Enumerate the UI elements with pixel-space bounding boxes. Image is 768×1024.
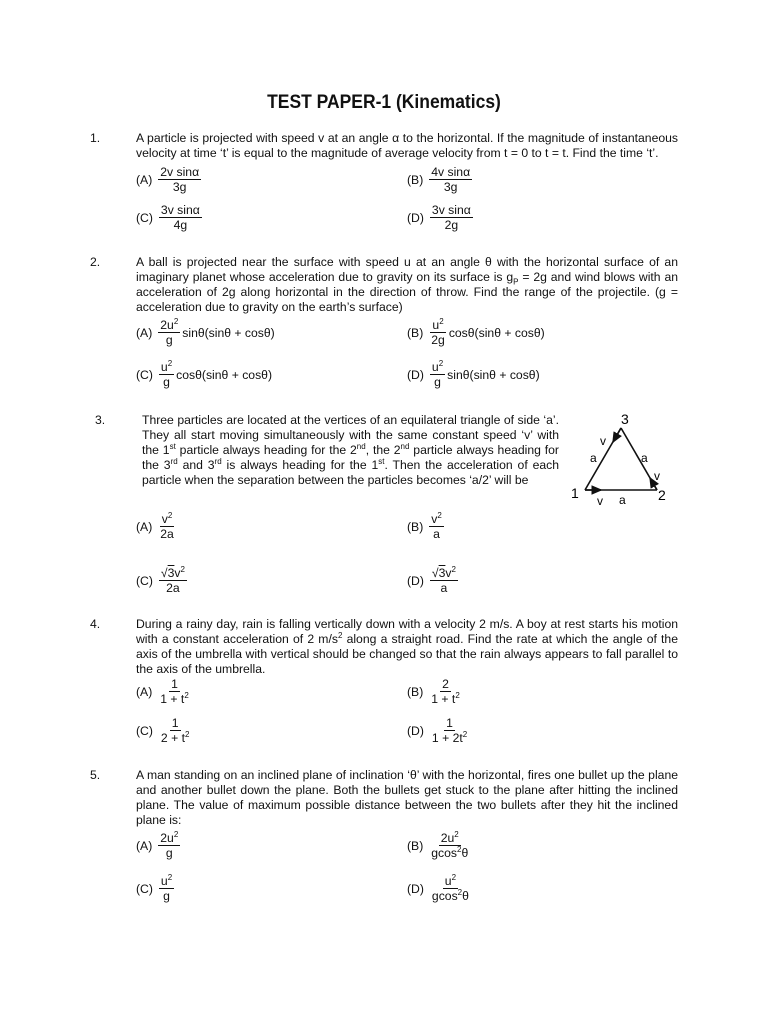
option-c bbox=[136, 566, 187, 595]
denominator: 4g bbox=[173, 218, 188, 232]
option-label: (C) bbox=[136, 367, 153, 382]
expression-tail: sinθ(sinθ + cosθ) bbox=[182, 325, 275, 340]
question-text: A particle is projected with speed v at an angle α to the horizontal. If the magnitude of instantaneous velocity at time ‘t’ is equal to the magnitude of average velocity from t = 0 to t = t. Find the time ‘t’. bbox=[136, 131, 678, 160]
option-label: (A) bbox=[136, 172, 153, 187]
option-label: (D) bbox=[407, 881, 424, 896]
den-base: 1 + t bbox=[160, 692, 185, 706]
numerator bbox=[443, 874, 458, 889]
numerator bbox=[159, 874, 174, 889]
superscript: 2 bbox=[337, 630, 343, 640]
numerator: 1 bbox=[171, 716, 179, 730]
option-label: (B) bbox=[407, 325, 424, 340]
option-label: (A) bbox=[136, 325, 153, 340]
numerator bbox=[160, 512, 175, 527]
text-part: During a rainy day, rain is falling vertically down with a velocity 2 m/s. A boy at rest starts his motion with a constant acceleration of 2 m/s bbox=[136, 617, 678, 646]
fraction bbox=[158, 512, 176, 541]
option-label: (B) bbox=[407, 519, 424, 534]
numerator bbox=[439, 831, 461, 846]
option-d bbox=[407, 360, 540, 389]
denominator: g bbox=[163, 889, 170, 903]
option-d bbox=[407, 203, 473, 232]
text-part: Three particles are located at the vertices of an equilateral triangle of side ‘a’. They all start moving simultaneously with the same constant speed ‘v’ with the 1 bbox=[142, 413, 559, 457]
numerator: $√3v^2$ bbox=[431, 564, 456, 580]
option-label: (D) bbox=[407, 723, 424, 738]
num-exp: 2 bbox=[451, 564, 456, 574]
option-label: (D) bbox=[407, 210, 424, 225]
num-base: 2u bbox=[440, 831, 455, 845]
denominator: a bbox=[440, 581, 448, 595]
fraction bbox=[430, 360, 445, 389]
expression-tail: cosθ(sinθ + cosθ) bbox=[448, 325, 545, 340]
velocity-label-2: v bbox=[654, 469, 660, 483]
numerator: 1 bbox=[446, 716, 453, 730]
side-label-bottom: a bbox=[619, 493, 626, 507]
question-text: A man standing on an inclined plane of inclination ‘θ’ with the horizontal, fires one bullet up the plane and another bullet down the plane. Both the bullets get stuck to the plane after hitting the inclined plane. The value of maximum possible distance between the two bullets after they hit the inclined plane is: bbox=[136, 768, 678, 827]
numerator: 3v sinα bbox=[160, 203, 200, 217]
velocity-label-3: v bbox=[600, 434, 606, 448]
question-number: 5. bbox=[90, 768, 101, 782]
numerator: $√3v^2$ bbox=[160, 564, 185, 580]
superscript: rd bbox=[214, 456, 222, 466]
numerator bbox=[158, 318, 180, 333]
option-label: (C) bbox=[136, 210, 153, 225]
denominator: g bbox=[434, 375, 441, 389]
option-label: (B) bbox=[407, 684, 424, 699]
fraction bbox=[159, 716, 192, 745]
option-label: (C) bbox=[136, 723, 153, 738]
num-base: 2u bbox=[160, 318, 174, 332]
option-label: (B) bbox=[407, 172, 424, 187]
den-tail: θ bbox=[461, 846, 469, 860]
denominator: g bbox=[165, 333, 173, 347]
denominator bbox=[430, 889, 471, 903]
den-base: 2 + t bbox=[160, 731, 185, 745]
fraction bbox=[430, 716, 469, 745]
option-b bbox=[407, 831, 470, 860]
option-a bbox=[136, 165, 201, 194]
num-base: u bbox=[431, 360, 439, 374]
denominator bbox=[429, 846, 470, 860]
numerator bbox=[430, 318, 445, 333]
num-base: u bbox=[432, 318, 440, 332]
text-part: and 3 bbox=[177, 458, 215, 472]
num-base: u bbox=[160, 360, 168, 374]
num-exp: 2 bbox=[439, 316, 444, 326]
question-number: 1. bbox=[90, 131, 101, 145]
fraction bbox=[429, 677, 462, 706]
denominator bbox=[430, 731, 469, 745]
vertex-label-2: 2 bbox=[658, 487, 666, 503]
fraction bbox=[430, 566, 458, 595]
den-exp: 2 bbox=[457, 844, 462, 854]
option-b bbox=[407, 512, 444, 541]
fraction bbox=[159, 360, 174, 389]
num-exp: 2 bbox=[167, 510, 173, 520]
num-base: u bbox=[444, 874, 452, 888]
fraction bbox=[158, 165, 201, 194]
text-part: particle always heading for the 3 bbox=[142, 443, 559, 472]
option-d bbox=[407, 874, 471, 903]
numerator: 1 bbox=[171, 677, 178, 691]
fraction bbox=[429, 831, 470, 860]
text-part: is always heading for the 1 bbox=[221, 458, 379, 472]
den-base: gcos bbox=[431, 846, 457, 860]
option-b bbox=[407, 318, 545, 347]
text-part: . Then the acceleration of each particle when the separation between the particles becomes ‘a/2’ will be bbox=[142, 458, 559, 487]
denominator: g bbox=[163, 375, 170, 389]
num-base: u bbox=[160, 874, 168, 888]
question-text bbox=[142, 413, 559, 488]
option-label: (C) bbox=[136, 881, 153, 896]
num-base: v bbox=[431, 512, 438, 526]
option-label: (A) bbox=[136, 838, 153, 853]
triangle-diagram bbox=[565, 408, 675, 508]
numerator: 2 bbox=[442, 677, 449, 691]
option-b bbox=[407, 677, 462, 706]
velocity-label-1: v bbox=[597, 494, 603, 508]
num-exp: 2 bbox=[437, 510, 442, 520]
num-exp: 2 bbox=[173, 829, 179, 839]
num-exp: 2 bbox=[180, 564, 185, 574]
num-exp: 2 bbox=[451, 872, 457, 882]
text-part: , the 2 bbox=[365, 443, 401, 457]
denominator: 2a bbox=[160, 527, 174, 541]
num-exp: 2 bbox=[438, 358, 444, 368]
den-exp: 2 bbox=[184, 690, 189, 700]
text-part: A ball is projected near the surface with speed u at an angle θ with the horizontal surface of an imaginary planet whose acceleration due to gravity on its surface is g bbox=[136, 255, 678, 284]
denominator: 3g bbox=[172, 180, 187, 194]
num-base: 2u bbox=[160, 831, 174, 845]
option-label: (D) bbox=[407, 367, 424, 382]
denominator: 2a bbox=[166, 581, 180, 595]
vertex-label-3: 3 bbox=[621, 411, 629, 427]
superscript: nd bbox=[356, 441, 366, 451]
superscript: st bbox=[169, 441, 176, 451]
expression-tail: sinθ(sinθ + cosθ) bbox=[447, 367, 540, 382]
fraction bbox=[158, 318, 180, 347]
fraction bbox=[159, 203, 202, 232]
num-base: v bbox=[161, 512, 168, 526]
side-label-right: a bbox=[641, 451, 648, 465]
fraction bbox=[429, 165, 472, 194]
den-exp: 2 bbox=[457, 887, 463, 897]
denominator: 2g bbox=[444, 218, 459, 232]
option-c bbox=[136, 203, 202, 232]
option-a bbox=[136, 831, 180, 860]
page-title: TEST PAPER-1 (Kinematics) bbox=[267, 92, 501, 113]
expression-tail: cosθ(sinθ + cosθ) bbox=[176, 367, 273, 382]
option-label: (B) bbox=[407, 838, 424, 853]
option-a bbox=[136, 677, 191, 706]
denominator: 2g bbox=[431, 333, 445, 347]
fraction bbox=[159, 566, 187, 595]
fraction bbox=[158, 677, 191, 706]
root-value: 3 bbox=[167, 566, 175, 580]
option-label: (A) bbox=[136, 519, 153, 534]
den-exp: 2 bbox=[462, 729, 468, 739]
vertex-label-1: 1 bbox=[571, 485, 579, 501]
question-text bbox=[136, 255, 678, 315]
question-text bbox=[136, 617, 678, 677]
num-exp: 2 bbox=[454, 829, 459, 839]
den-base: 1 + t bbox=[431, 692, 456, 706]
denominator: a bbox=[433, 527, 440, 541]
fraction bbox=[159, 874, 174, 903]
option-b bbox=[407, 165, 472, 194]
option-a bbox=[136, 512, 176, 541]
numerator bbox=[430, 360, 445, 375]
option-a bbox=[136, 318, 275, 347]
option-d bbox=[407, 716, 469, 745]
numerator: 3v sinα bbox=[431, 203, 471, 217]
text-part: particle always heading for the 2 bbox=[175, 443, 357, 457]
velocity-arrow-3 bbox=[613, 428, 621, 442]
root-value: 3 bbox=[438, 566, 446, 580]
num-base: v bbox=[445, 566, 452, 580]
superscript: rd bbox=[170, 456, 178, 466]
denominator bbox=[158, 692, 191, 706]
num-exp: 2 bbox=[167, 358, 173, 368]
den-exp: 2 bbox=[184, 729, 190, 739]
option-label: (D) bbox=[407, 573, 424, 588]
question-number: 4. bbox=[90, 617, 101, 631]
num-exp: 2 bbox=[167, 872, 173, 882]
side-label-left: a bbox=[590, 451, 597, 465]
den-exp: 2 bbox=[455, 690, 460, 700]
denominator: 3g bbox=[443, 180, 458, 194]
numerator: 4v sinα bbox=[431, 165, 471, 179]
option-d bbox=[407, 566, 458, 595]
den-base: gcos bbox=[431, 889, 458, 903]
num-exp: 2 bbox=[173, 316, 179, 326]
text-part: = 2g and wind blows with an acceleration of 2g along horizontal in the direction of throw. Find the range of the projectile. (g = acceleration due to gravity on the earth’s surface) bbox=[136, 270, 678, 314]
text-part: along a straight road. Find the rate at which the angle of the axis of the umbrella with vertical should be changed so that the rain always appears to fall parallel to the axis of the umbrella. bbox=[136, 632, 678, 676]
question-number: 3. bbox=[95, 413, 106, 427]
numerator bbox=[429, 512, 444, 527]
option-c bbox=[136, 874, 174, 903]
den-base: 1 + 2t bbox=[431, 731, 463, 745]
superscript: nd bbox=[400, 441, 410, 451]
numerator: 2v sinα bbox=[160, 165, 200, 179]
fraction bbox=[429, 318, 447, 347]
numerator bbox=[159, 360, 174, 375]
denominator: g bbox=[165, 846, 173, 860]
option-c bbox=[136, 360, 272, 389]
subscript: P bbox=[513, 277, 519, 287]
denominator bbox=[159, 731, 192, 745]
option-label: (A) bbox=[136, 684, 153, 699]
fraction bbox=[430, 874, 471, 903]
denominator bbox=[429, 692, 462, 706]
num-base: v bbox=[174, 566, 181, 580]
question-number: 2. bbox=[90, 255, 101, 269]
superscript: st bbox=[378, 456, 385, 466]
numerator bbox=[158, 831, 180, 846]
fraction bbox=[429, 512, 444, 541]
fraction bbox=[158, 831, 180, 860]
den-tail: θ bbox=[462, 889, 469, 903]
fraction bbox=[430, 203, 473, 232]
option-label: (C) bbox=[136, 573, 153, 588]
option-c bbox=[136, 716, 191, 745]
